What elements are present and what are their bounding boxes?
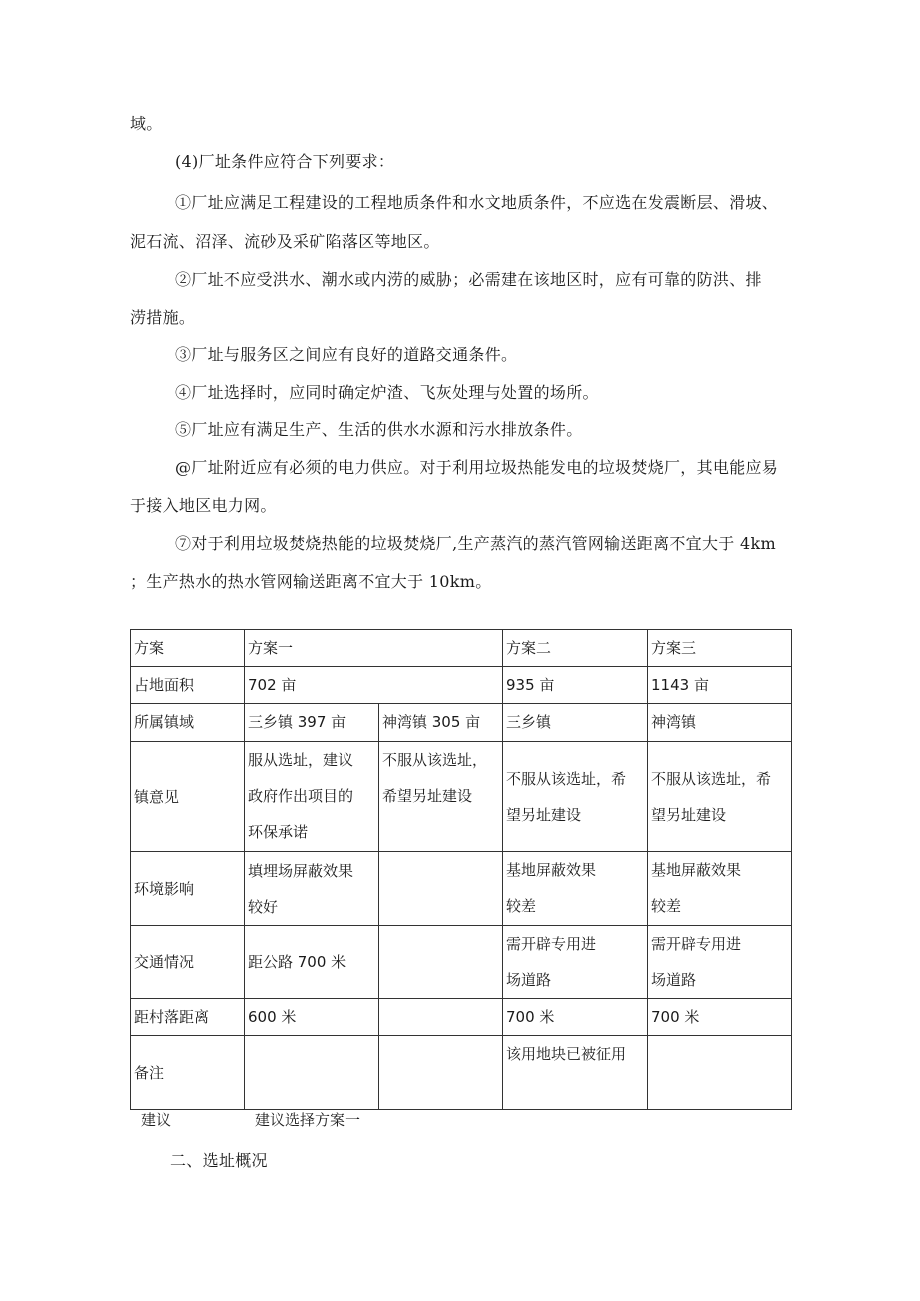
table-cell: 镇意见 xyxy=(131,742,245,852)
cell-line: 不服从该选址，希 xyxy=(506,769,627,788)
table-row xyxy=(131,630,792,667)
site-comparison-table xyxy=(130,629,792,1110)
table-cell: 三乡镇 397 亩 xyxy=(245,704,379,742)
table-cell: 600 米 xyxy=(245,999,379,1036)
requirement-7-line-2: ；生产热水的热水管网输送距离不宜大于 10km。 xyxy=(130,572,492,591)
cell-line: 需开辟专用进 xyxy=(506,935,597,953)
table-cell: 702 亩 xyxy=(245,667,503,704)
table-cell xyxy=(379,999,503,1036)
table-cell xyxy=(503,926,648,999)
table-row xyxy=(131,852,792,926)
requirement-2-line-2: 涝措施。 xyxy=(130,308,196,327)
table-cell: 方案三 xyxy=(648,630,792,667)
table-cell xyxy=(648,1036,792,1110)
table-row xyxy=(131,742,792,852)
requirement-6-line-2: 于接入地区电力网。 xyxy=(130,496,277,515)
table-cell: 神湾镇 305 亩 xyxy=(379,704,503,742)
table-cell: 700 米 xyxy=(503,999,648,1036)
requirement-4: ④厂址选择时，应同时确定炉渣、飞灰处理与处置的场所。 xyxy=(175,383,599,402)
requirement-1-line-2: 泥石流、沼泽、流砂及采矿陷落区等地区。 xyxy=(130,232,440,251)
table-cell: 备注 xyxy=(131,1036,245,1110)
table-cell xyxy=(379,1036,503,1110)
table-cell: 该用地块已被征用 xyxy=(503,1036,648,1110)
cell-line: 不服从该选址， xyxy=(382,751,488,769)
cell-line: 望另址建设 xyxy=(506,805,582,824)
cell-line: 服从选址，建议 xyxy=(248,751,354,769)
table-cell: 方案 xyxy=(131,630,245,667)
section-heading: 二、选址概况 xyxy=(170,1151,268,1170)
cell-line: 较差 xyxy=(506,897,537,915)
cell-line: 希望另址建设 xyxy=(382,787,473,805)
table-cell: 700 米 xyxy=(648,999,792,1036)
table-cell xyxy=(379,852,503,926)
table-cell xyxy=(379,742,503,852)
table-row xyxy=(131,704,792,742)
paragraph-fragment: 域。 xyxy=(130,114,163,133)
table-cell xyxy=(379,926,503,999)
cell-line: 望另址建设 xyxy=(651,805,727,824)
requirement-6-line-1: @厂址附近应有必须的电力供应。对于利用垃圾热能发电的垃圾焚烧厂，其电能应易 xyxy=(175,458,779,477)
requirement-3: ③厂址与服务区之间应有良好的道路交通条件。 xyxy=(175,345,518,364)
table-cell: 935 亩 xyxy=(503,667,648,704)
requirement-5: ⑤厂址应有满足生产、生活的供水水源和污水排放条件。 xyxy=(175,420,583,439)
table-cell xyxy=(648,852,792,926)
table-cell: 神湾镇 xyxy=(648,704,792,742)
cell-line: 场道路 xyxy=(506,971,552,989)
suggestion-label: 建议 xyxy=(141,1111,172,1129)
table-cell: 方案一 xyxy=(245,630,503,667)
cell-line: 场道路 xyxy=(651,971,697,989)
cell-line: 不服从该选址，希 xyxy=(651,769,772,788)
table-cell: 距公路 700 米 xyxy=(245,926,379,999)
cell-line: 需开辟专用进 xyxy=(651,935,742,953)
cell-line: 政府作出项目的 xyxy=(248,787,354,805)
table-row xyxy=(131,926,792,999)
table-cell xyxy=(245,852,379,926)
requirements-heading: (4)厂址条件应符合下列要求： xyxy=(175,152,395,171)
table-cell xyxy=(245,1036,379,1110)
table-row xyxy=(131,1036,792,1110)
table-cell: 三乡镇 xyxy=(503,704,648,742)
cell-line: 较好 xyxy=(248,897,279,916)
table-cell xyxy=(503,852,648,926)
table-cell xyxy=(648,742,792,852)
table-cell: 交通情况 xyxy=(131,926,245,999)
table-cell: 距村落距离 xyxy=(131,999,245,1036)
table-cell xyxy=(648,926,792,999)
cell-line: 基地屏蔽效果 xyxy=(651,861,742,879)
table-cell xyxy=(503,742,648,852)
cell-line: 填埋场屏蔽效果 xyxy=(248,861,354,880)
cell-line: 环保承诺 xyxy=(248,823,309,841)
table-cell: 所属镇域 xyxy=(131,704,245,742)
table-row xyxy=(131,999,792,1036)
cell-line: 基地屏蔽效果 xyxy=(506,861,597,879)
cell-line: 较差 xyxy=(651,897,682,915)
table-cell: 占地面积 xyxy=(131,667,245,704)
table-cell: 环境影响 xyxy=(131,852,245,926)
table-cell: 方案二 xyxy=(503,630,648,667)
requirement-2-line-1: ②厂址不应受洪水、潮水或内涝的威胁；必需建在该地区时，应有可靠的防洪、排 xyxy=(175,270,762,289)
requirement-1-line-1: ①厂址应满足工程建设的工程地质条件和水文地质条件，不应选在发震断层、滑坡、 xyxy=(175,193,779,212)
requirement-7-line-1: ⑦对于利用垃圾焚烧热能的垃圾焚烧厂,生产蒸汽的蒸汽管网输送距离不宜大于 4km xyxy=(175,534,776,553)
suggestion-text: 建议选择方案一 xyxy=(255,1111,361,1129)
table-cell xyxy=(245,742,379,852)
table-cell: 1143 亩 xyxy=(648,667,792,704)
table-row xyxy=(131,667,792,704)
